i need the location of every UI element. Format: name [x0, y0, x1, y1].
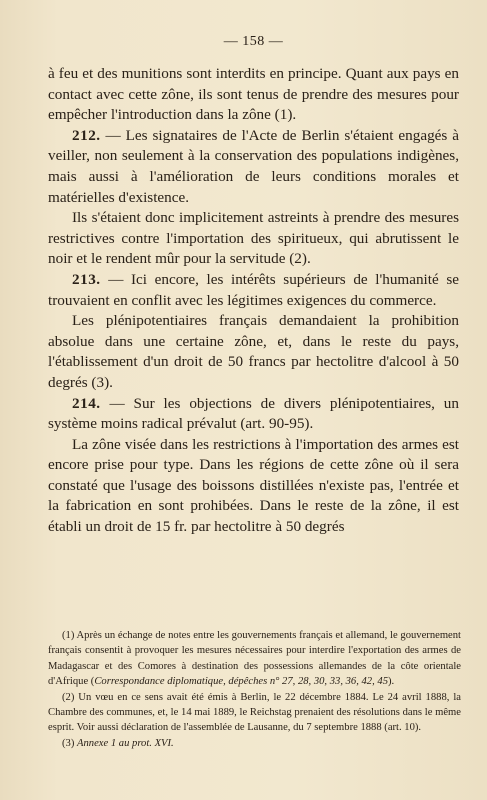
page-number: — 158 — [223, 34, 284, 49]
footnote-1: (1) Après un échange de notes entre les gouvernements français et allemand, le gouvernement français consentit à provoquer les mesures nécessaires pour interdire l'exportation des armes de Madagascar et des Comores à destination des possessions allemandes de la côte orientale d'Afrique (Correspondance diplomatique, dépêches n° 27, 28, 30, 33, 36, 42, 45). [48, 630, 461, 688]
section-number: 213. [72, 270, 101, 288]
paragraph: Les plénipotentiaires français demandaient la prohibition absolue dans une certaine zône, et, dans le reste du pays, l'établissement d'un droit de 50 francs par hectolitre d'alcool à 50 degrés (3). [48, 312, 459, 391]
paragraph: Ils s'étaient donc implicitement astreints à prendre des mesures restrictives contre l'importation des spiritueux, qui abrutissent le noir et le rendent mûr pour la servitude (2). [48, 209, 459, 268]
paragraph: à feu et des munitions sont interdits en principe. Quant aux pays en contact avec cette zône, ils sont tenus de prendre des mesures pour empêcher l'introduction dans la zône (1). [48, 65, 459, 124]
section-number: 214. [72, 394, 101, 412]
footnote-2: (2) Un vœu en ce sens avait été émis à Berlin, le 22 décembre 1884. Le 24 avril 1888, la Chambre des communes, et, le 14 mai 1889, le Reichstag prenaient des résolutions dans le même esprit. Voir aussi déclaration de l'assemblée de Lausanne, du 7 septembre 1888 (art. 10). [48, 691, 461, 734]
section-number: 212. [72, 126, 101, 144]
footnote-3: (3) Annexe 1 au prot. XVI. [62, 737, 174, 749]
paragraph: 212. — Les signataires de l'Acte de Berlin s'étaient engagés à veiller, non seulement à la conservation des populations indigènes, mais aussi à l'amélioration de leurs conditions morales et matérielles d'existence. [48, 126, 459, 206]
paragraph: La zône visée dans les restrictions à l'importation des armes est encore prise pour type. Dans les régions de cette zône où il sera constaté que l'usage des boissons distillées n'existe pas, l'entrée et la fabrication en sont prohibées. Dans le reste de la zône, il est établi un droit de 15 fr. par hectolitre à 50 degrés [48, 435, 459, 536]
paragraph: 214. — Sur les objections de divers plénipotentiaires, un système moins radical prévalut (art. 90-95). [48, 394, 459, 433]
paragraph: 213. — Ici encore, les intérêts supérieurs de l'humanité se trouvaient en conflit avec les légitimes exigences du commerce. [48, 270, 459, 309]
footnotes [48, 628, 461, 751]
body-text [48, 64, 459, 538]
